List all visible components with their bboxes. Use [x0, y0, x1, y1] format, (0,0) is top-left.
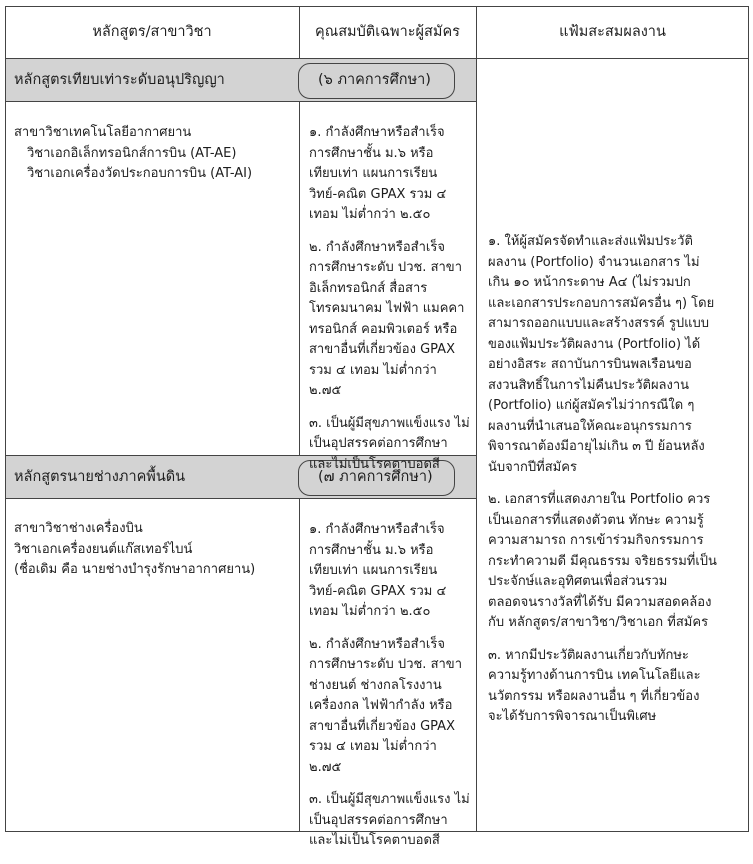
qualification-block [309, 520, 470, 623]
portfolio-requirements [488, 232, 717, 740]
section2-qualifications [309, 520, 470, 864]
text-line: ๒. กำลังศึกษาหรือสำเร็จ [309, 636, 445, 652]
text-line: สงวนสิทธิ์ในการไม่คืนประวัติผลงาน [488, 377, 690, 393]
text-line: รวม ๔ เทอม ไม่ต่ำกว่า [309, 362, 437, 378]
text-line: ๓. หากมีประวัติผลงานเกี่ยวกับทักษะ [488, 647, 689, 663]
qualification-block [309, 635, 470, 779]
text-line: เทียบเท่า แผนการเรียน [309, 166, 438, 181]
text-line: เกิน ๑๐ หน้ากระดาษ A๔ (ไม่รวมปก [488, 275, 691, 290]
text-line: (Portfolio) แก่ผู้สมัครไม่ว่ากรณีใด ๆ [488, 398, 695, 413]
text-line: ๒. เอกสารที่แสดงภายใน Portfolio ควร [488, 492, 711, 507]
section1-major: สาขาวิชาเทคโนโลยีอากาศยาน [14, 125, 192, 140]
section1-program [14, 123, 252, 185]
section2-minor2: (ชื่อเดิม คือ นายช่างบำรุงรักษาอากาศยาน) [14, 562, 256, 577]
text-line: วิทย์-คณิต GPAX รวม ๔ [309, 583, 447, 599]
section2-title: หลักสูตรนายช่างภาคพื้นดิน [14, 469, 186, 485]
section1-minor2: วิชาเอกเครื่องวัดประกอบการบิน (AT-AI) [27, 166, 253, 181]
header-program: หลักสูตร/สาขาวิชา [92, 24, 212, 40]
text-line: ทรอนิกส์ คอมพิวเตอร์ หรือ [309, 321, 458, 337]
text-line: ๑. กำลังศึกษาหรือสำเร็จ [309, 522, 445, 537]
text-line: เทอม ไม่ต่ำกว่า ๒.๕๐ [309, 207, 431, 222]
text-line: ๑. กำลังศึกษาหรือสำเร็จ [309, 125, 445, 140]
text-line: สาขาอื่นที่เกี่ยวข้อง GPAX [309, 342, 455, 357]
text-line: การศึกษาระดับ ปวช. สาขา [309, 260, 462, 275]
text-line: และเอกสารประกอบการสมัครอื่น ๆ) โดย [488, 295, 715, 311]
text-line: เทอม ไม่ต่ำกว่า ๒.๕๐ [309, 604, 431, 619]
text-line: ๒. กำลังศึกษาหรือสำเร็จ [309, 239, 445, 255]
text-line: นวัตกรรม หรือผลงานอื่น ๆ ที่เกี่ยวข้อง [488, 688, 700, 704]
text-line: พิจารณาต้องมีอายุไม่เกิน ๓ ปี ย้อนหลัง [488, 439, 705, 454]
text-line: การศึกษาระดับ ปวช. สาขา [309, 657, 462, 672]
portfolio-block [488, 646, 717, 728]
eligibility-table [5, 6, 749, 848]
header-qualifications: คุณสมบัติเฉพาะผู้สมัคร [315, 24, 460, 40]
text-line: จะได้รับการพิจารณาเป็นพิเศษ [488, 709, 657, 724]
text-line: ๓. เป็นผู้มีสุขภาพแข็งแรง ไม่ [309, 415, 470, 431]
text-line: อิเล็กทรอนิกส์ สื่อสาร [309, 280, 428, 296]
section1-duration: (๖ ภาคการศึกษา) [318, 72, 431, 88]
text-line: ๓. เป็นผู้มีสุขภาพแข็งแรง ไม่ [309, 792, 470, 807]
text-line: สามารถออกแบบและสร้างสรรค์ รูปแบบ [488, 316, 710, 331]
text-line: ประจักษ์และอุทิศตนเพื่อส่วนรวม [488, 574, 668, 589]
text-line: การศึกษาชั้น ม.๖ หรือ [309, 145, 434, 161]
text-line: เป็นอุปสรรคต่อการศึกษา [309, 812, 448, 828]
qualification-block [309, 414, 470, 476]
text-line: และไม่เป็นโรคตาบอดสี [309, 456, 440, 472]
qualification-block [309, 238, 470, 402]
text-line: ๒.๗๕ [309, 383, 342, 398]
text-line: ตลอดจนรางวัลที่ได้รับ มีความสอดคล้อง [488, 594, 712, 610]
portfolio-block [488, 232, 717, 478]
section2-program [14, 519, 255, 581]
text-line: เทียบเท่า แผนการเรียน [309, 563, 438, 578]
text-line: โทรคมนาคม ไฟฟ้า แมคคา [309, 301, 465, 316]
text-line: เครื่องกล ไฟฟ้ากำลัง หรือ [309, 698, 453, 713]
text-line: ๑. ให้ผู้สมัครจัดทำและส่งแฟ้มประวัติ [488, 234, 693, 249]
text-line: เป็นอุปสรรคต่อการศึกษา [309, 436, 448, 451]
text-line: ความรู้ทางด้านการบิน เทคโนโลยีและ [488, 668, 701, 683]
qualification-block [309, 790, 470, 852]
text-line: สาขาอื่นที่เกี่ยวข้อง GPAX [309, 718, 455, 734]
text-line: กระทำความดี มีคุณธรรม จริยธรรมที่เป็น [488, 553, 717, 569]
section2-major: สาขาวิชาช่างเครื่องบิน [14, 521, 143, 536]
section1-title: หลักสูตรเทียบเท่าระดับอนุปริญญา [14, 72, 225, 88]
section2-duration: (๗ ภาคการศึกษา) [318, 469, 433, 485]
text-line: วิทย์-คณิต GPAX รวม ๔ [309, 186, 447, 202]
portfolio-block [488, 490, 717, 634]
text-line: การศึกษาชั้น ม.๖ หรือ [309, 542, 434, 558]
text-line: ความสามารถ การเข้าร่วมกิจกรรมการ [488, 533, 704, 548]
text-line: กับ หลักสูตร/สาขาวิชา/วิชาเอก ที่สมัคร [488, 615, 709, 630]
section1-qualifications [309, 123, 470, 487]
section1-minor1: วิชาเอกอิเล็กทรอนิกส์การบิน (AT-AE) [27, 145, 237, 161]
text-line: นับจากปีที่สมัคร [488, 459, 577, 475]
text-line: รวม ๔ เทอม ไม่ต่ำกว่า [309, 739, 437, 754]
section2-minor1: วิชาเอกเครื่องยนต์แก๊สเทอร์ไบน์ [14, 541, 193, 557]
text-line: ของแฟ้มประวัติผลงาน (Portfolio) ได้ [488, 336, 701, 352]
header-portfolio: แฟ้มสะสมผลงาน [559, 24, 666, 40]
text-line: และไม่เป็นโรคตาบอดสี [309, 833, 440, 848]
text-line: เป็นเอกสารที่แสดงตัวตน ทักษะ ความรู้ [488, 512, 704, 528]
text-line: ผลงาน (Portfolio) จำนวนเอกสาร ไม่ [488, 254, 700, 270]
text-line: ผลงานที่นำเสนอให้คณะอนุกรรมการ [488, 418, 692, 434]
text-line: อย่างอิสระ สถาบันการบินพลเรือนขอ [488, 357, 692, 372]
qualification-block [309, 123, 470, 226]
text-line: ช่างยนต์ ช่างกลโรงงาน [309, 677, 442, 693]
text-line: ๒.๗๕ [309, 759, 342, 775]
